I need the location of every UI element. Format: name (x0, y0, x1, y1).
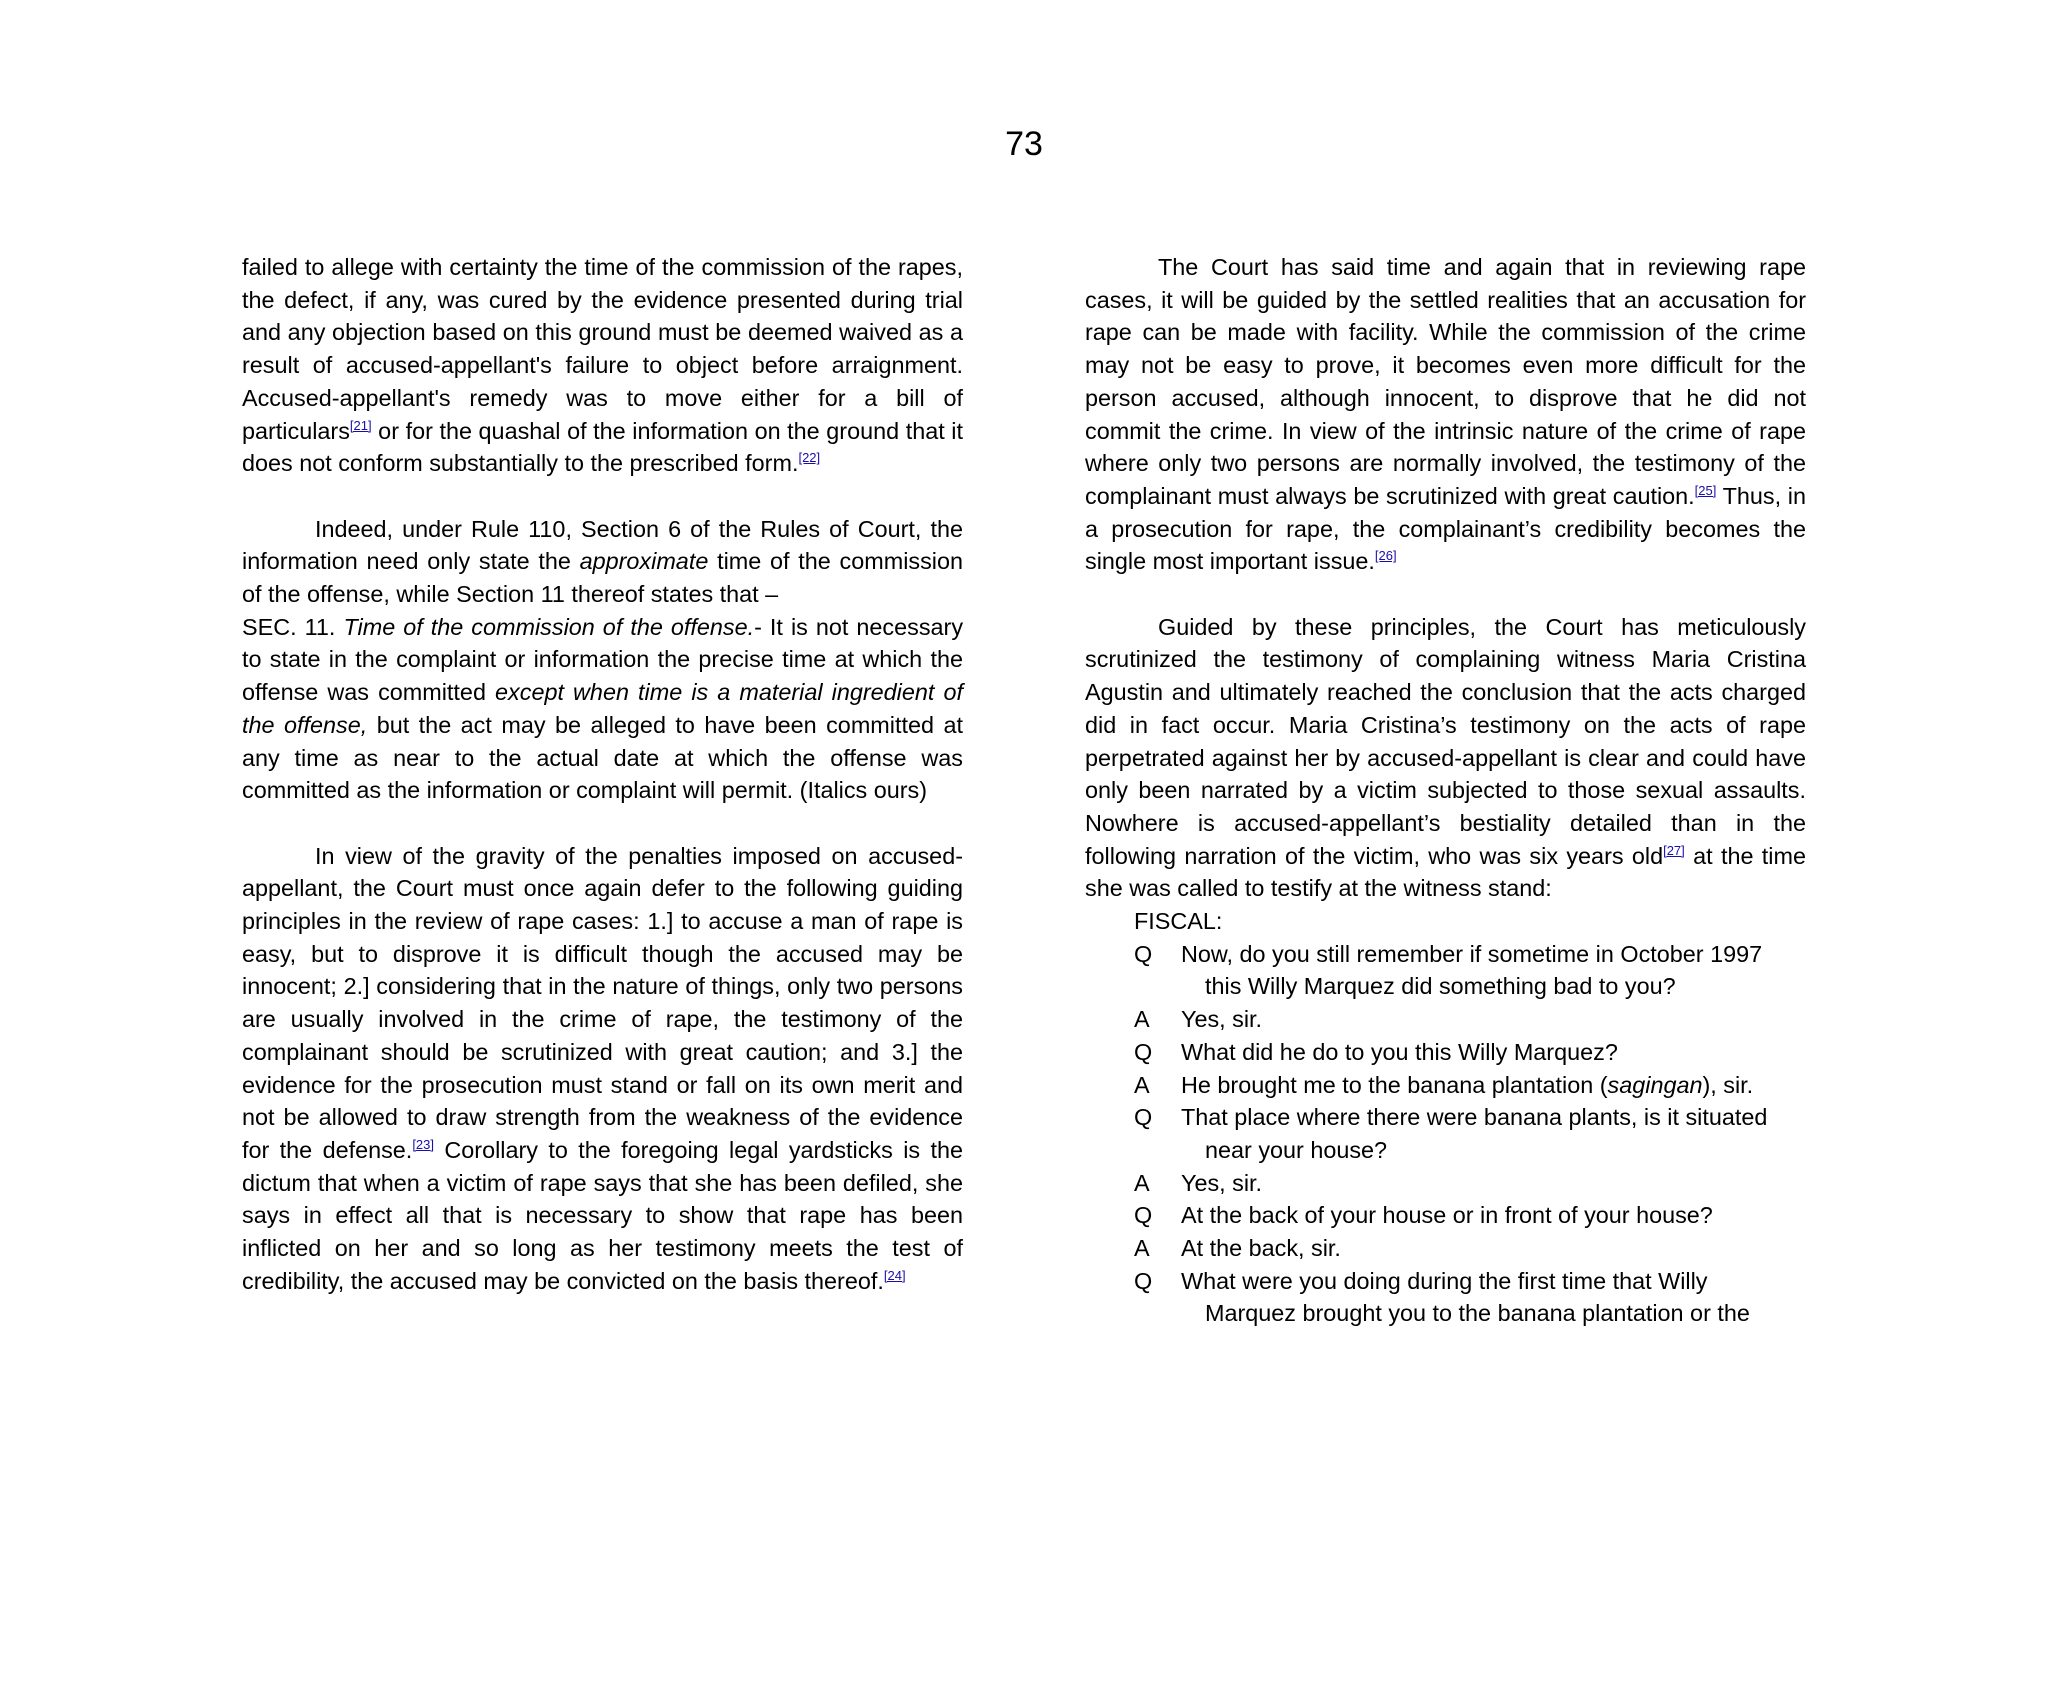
left-column (242, 251, 963, 1297)
qa-line-text: At the back, sir. (1181, 1235, 1341, 1262)
qa-text (1181, 1101, 1806, 1166)
footnote-link-21[interactable]: [21] (349, 417, 372, 433)
italic-text: Time of the commission of the offense. (343, 613, 755, 640)
transcript-line (1134, 1199, 1806, 1232)
qa-text (1181, 1003, 1806, 1036)
qa-line-text: Now, do you still remember if sometime in October 1997 (1181, 940, 1763, 967)
transcript-line (1134, 1101, 1806, 1166)
qa-text (1181, 1199, 1806, 1232)
qa-line-text: He brought me to the banana plantation ( (1181, 1071, 1608, 1098)
paragraph-text: In view of the gravity of the penalties imposed on accused-appellant, the Court must once again defer to the following guiding principles in the review of rape cases: 1.] to accuse a man of rape is easy, but to disprove it is difficult though the accused may be innocent; 2.] considering that in the nature of things, only two persons are usually involved in the crime of rape, the testimony of the complainant should be scrutinized with great caution; and 3.] the evidence for the prosecution must stand or fall on its own merit and not be allowed to draw strength from the weakness of the evidence for the defense. (242, 842, 963, 1163)
paragraph-text: at the time she was called to testify at the witness stand: (1085, 842, 1806, 902)
qa-continuation-text: this Willy Marquez did something bad to you? (1205, 973, 1676, 1000)
paragraph-text: failed to allege with certainty the time of the commission of the rapes, the defect, if any, was cured by the evidence presented during trial and any objection based on this ground must be deemed waived as a result of accused-appellant's failure to object before arraignment. Accused-appellant's remedy was to move either for a bill of particulars (242, 254, 963, 444)
qa-text (1181, 1232, 1806, 1265)
paragraph-text: time of the commission of the offense, while Section 11 thereof states that – (242, 548, 963, 608)
footnote-link-24[interactable]: [24] (883, 1267, 906, 1283)
transcript-line (1134, 1069, 1806, 1102)
paragraph-text: SEC. 11. (242, 613, 344, 640)
transcript-line (1134, 938, 1806, 1003)
qa-tag: A (1134, 1006, 1150, 1033)
page-number: 73 (1005, 125, 1043, 163)
paragraph-testimony-review (1085, 611, 1806, 905)
transcript-speaker: FISCAL: (1134, 908, 1223, 935)
paragraph-text: but the act may be alleged to have been committed at any time as near to the actual date at which the offense was committed as the information or complaint will permit. (Italics ours) (242, 711, 963, 804)
paragraph-time-of-commission (242, 251, 963, 480)
qa-text (1181, 1036, 1806, 1069)
transcript-line (1134, 1265, 1806, 1330)
qa-line-text: ), sir. (1702, 1071, 1754, 1098)
footnote-link-22[interactable]: [22] (798, 450, 821, 466)
qa-line-text: Yes, sir. (1181, 1169, 1263, 1196)
qa-line-text: At the back of your house or in front of your house? (1181, 1202, 1713, 1229)
qa-text (1181, 1069, 1806, 1102)
qa-line-text: What were you doing during the first time that Willy (1181, 1267, 1708, 1294)
paragraph-guiding-principles (242, 840, 963, 1298)
qa-tag: Q (1134, 1104, 1153, 1131)
qa-line-text: That place where there were banana plants, is it situated (1181, 1104, 1768, 1131)
qa-continuation-text: Marquez brought you to the banana plantation or the (1205, 1300, 1750, 1327)
transcript-line (1134, 1036, 1806, 1069)
footnote-link-26[interactable]: [26] (1374, 548, 1397, 564)
qa-line-text: Yes, sir. (1181, 1006, 1263, 1033)
footnote-link-25[interactable]: [25] (1694, 482, 1717, 498)
italic-text: except when time is a material ingredient of the offense, (242, 679, 963, 738)
paragraph-text: The Court has said time and again that in reviewing rape cases, it will be guided by the settled realities that an accusation for rape can be made with facility. While the commission of the crime may not be easy to prove, it becomes even more difficult for the person accused, although innocent, to disprove that he did not commit the crime. In view of the intrinsic nature of the crime of rape where only two persons are normally involved, the testimony of the complainant must always be scrutinized with great caution. (1085, 254, 1806, 509)
right-column (1085, 251, 1806, 1330)
qa-tag: A (1134, 1235, 1150, 1262)
qa-tag: A (1134, 1071, 1150, 1098)
qa-text (1181, 938, 1806, 1003)
qa-tag: Q (1134, 1202, 1153, 1229)
qa-tag: Q (1134, 1267, 1153, 1294)
paragraph-text: - It is not necessary to state in the complaint or information the precise time at which the offense was committed (242, 613, 964, 706)
paragraph-text: Thus, in a prosecution for rape, the complainant’s credibility becomes the single most important issue. (1085, 482, 1806, 575)
paragraph-text: Indeed, under Rule 110, Section 6 of the Rules of Court, the information need only state the (242, 515, 963, 575)
transcript-line (1134, 1003, 1806, 1036)
qa-tag: Q (1134, 1038, 1153, 1065)
qa-tag: A (1134, 1169, 1150, 1196)
qa-text (1181, 1265, 1806, 1330)
qa-tag: Q (1134, 940, 1153, 967)
qa-continuation-text: near your house? (1205, 1136, 1388, 1163)
paragraph-text: Corollary to the foregoing legal yardsticks is the dictum that when a victim of rape says that she has been defiled, she says in effect all that is necessary to show that rape has been inflicted on her and so long as her testimony meets the test of credibility, the accused may be convicted on the basis thereof. (242, 1136, 963, 1294)
paragraph-text: Guided by these principles, the Court has meticulously scrutinized the testimony of complaining witness Maria Cristina Agustin and ultimately reached the conclusion that the acts charged did in fact occur. Maria Cristina’s testimony on the acts of rape perpetrated against her by accused-appellant is clear and could have only been narrated by a victim subjected to those sexual assaults. Nowhere is accused-appellant’s bestiality detailed than in the following narration of the victim, who was six years old (1085, 613, 1806, 869)
italic-text: approximate (579, 548, 709, 575)
paragraph-rule-110 (242, 513, 963, 611)
transcript-line (1134, 1232, 1806, 1265)
qa-text (1181, 1167, 1806, 1200)
paragraph-text: or for the quashal of the information on the ground that it does not conform substantially to the prescribed form. (242, 417, 963, 477)
paragraph-settled-realities (1085, 251, 1806, 578)
qa-line-text: What did he do to you this Willy Marquez? (1181, 1038, 1618, 1065)
footnote-link-23[interactable]: [23] (412, 1136, 434, 1152)
italic-text: sagingan (1607, 1071, 1703, 1098)
footnote-link-27[interactable]: [27] (1663, 842, 1685, 858)
transcript-line (1134, 1167, 1806, 1200)
paragraph-section-11-quote (242, 611, 963, 807)
